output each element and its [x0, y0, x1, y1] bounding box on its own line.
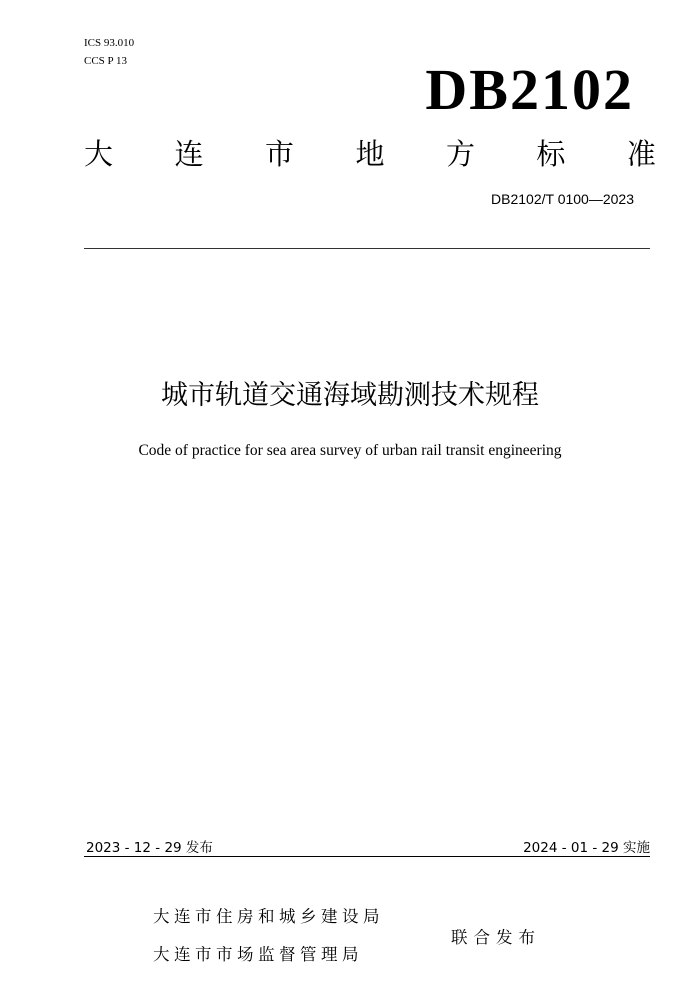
document-title-chinese: 城市轨道交通海域勘测技术规程 — [161, 380, 539, 411]
standard-type-char: 市 — [264, 137, 294, 171]
standard-type-char: 标 — [536, 137, 566, 171]
implementation-date: 2024 - 01 - 29 实施 — [523, 840, 650, 856]
document-title-english: Code of practice for sea area survey of urban rail transit engineering — [138, 442, 562, 459]
standard-type-char: 大 — [84, 137, 114, 171]
standard-number: DB2102/T 0100—2023 — [491, 191, 634, 207]
ics-code: ICS 93.010 — [84, 37, 135, 49]
footer-divider — [84, 856, 650, 857]
joint-issue-label: 联合发布 — [451, 928, 541, 947]
standard-type-char: 方 — [445, 137, 475, 171]
header-divider — [84, 248, 650, 249]
standard-type-char: 连 — [174, 137, 204, 171]
standard-type-heading — [84, 136, 656, 172]
standard-type-char: 地 — [355, 137, 385, 171]
ccs-code: CCS P 13 — [84, 55, 128, 67]
issue-date: 2023 - 12 - 29 发布 — [86, 840, 213, 856]
issuer-market-regulation-bureau: 大连市市场监督管理局 — [153, 945, 363, 964]
standard-code-heading: DB2102 — [425, 57, 634, 122]
issuer-housing-bureau: 大连市住房和城乡建设局 — [153, 907, 384, 926]
standard-type-char: 准 — [626, 137, 656, 171]
